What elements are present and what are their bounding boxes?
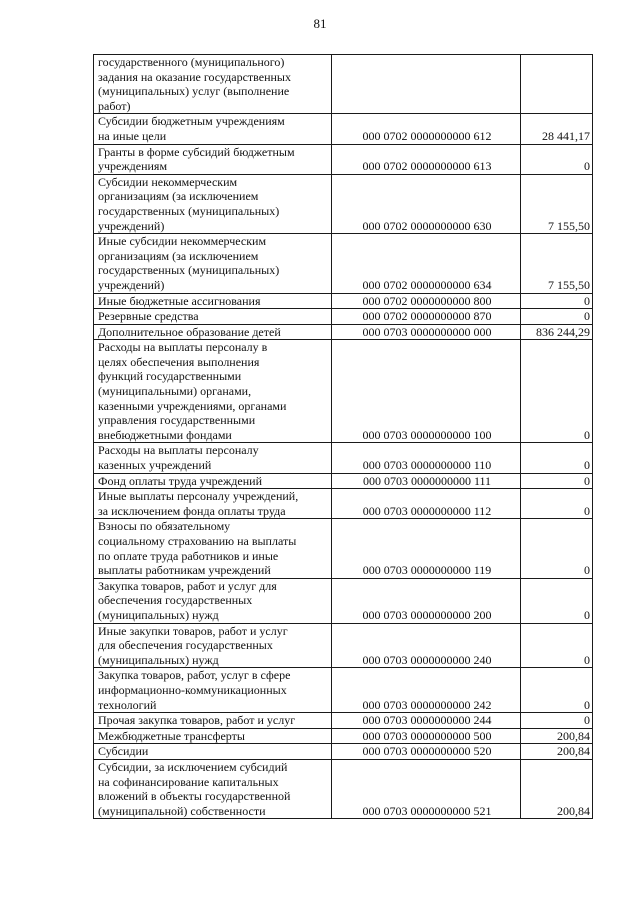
amount-cell: 0: [521, 473, 593, 489]
budget-code-cell: 000 0702 0000000000 870: [332, 309, 521, 325]
amount-cell: 836 244,29: [521, 324, 593, 340]
amount-cell: 0: [521, 340, 593, 443]
amount-cell: [521, 55, 593, 114]
expense-name-cell: Субсидии: [94, 744, 332, 760]
table-row: [94, 473, 593, 489]
amount-cell: 0: [521, 623, 593, 668]
table-row: [94, 489, 593, 519]
table-row: [94, 728, 593, 744]
budget-code-cell: 000 0703 0000000000 242: [332, 668, 521, 713]
amount-cell: 7 155,50: [521, 234, 593, 293]
amount-cell: 0: [521, 519, 593, 578]
expense-name-cell: Иные субсидии некоммерческим организациям (за исключением государственных (муниципальных) учреждений): [94, 234, 332, 293]
budget-code-cell: 000 0702 0000000000 630: [332, 174, 521, 233]
expense-name-cell: Расходы на выплаты персоналу казенных учреждений: [94, 443, 332, 473]
budget-code-cell: 000 0703 0000000000 240: [332, 623, 521, 668]
amount-cell: 0: [521, 489, 593, 519]
budget-code-cell: 000 0702 0000000000 613: [332, 144, 521, 174]
expense-name-cell: Иные выплаты персоналу учреждений, за исключением фонда оплаты труда: [94, 489, 332, 519]
budget-code-cell: 000 0703 0000000000 112: [332, 489, 521, 519]
budget-code-cell: 000 0703 0000000000 244: [332, 713, 521, 729]
expense-name-cell: Гранты в форме субсидий бюджетным учреждениям: [94, 144, 332, 174]
budget-code-cell: 000 0703 0000000000 520: [332, 744, 521, 760]
budget-code-cell: 000 0703 0000000000 119: [332, 519, 521, 578]
amount-cell: 0: [521, 144, 593, 174]
table-row: [94, 623, 593, 668]
table-row: [94, 340, 593, 443]
budget-code-cell: 000 0702 0000000000 800: [332, 293, 521, 309]
table-row: [94, 324, 593, 340]
budget-table: [93, 54, 593, 819]
table-row: [94, 234, 593, 293]
table-row: [94, 759, 593, 818]
amount-cell: 200,84: [521, 728, 593, 744]
expense-name-cell: Иные закупки товаров, работ и услуг для обеспечения государственных (муниципальных) нужд: [94, 623, 332, 668]
table-row: [94, 114, 593, 144]
expense-name-cell: государственного (муниципального) задания на оказание государственных (муниципальных) услуг (выполнение работ): [94, 55, 332, 114]
budget-code-cell: 000 0703 0000000000 111: [332, 473, 521, 489]
amount-cell: 0: [521, 578, 593, 623]
table-row: [94, 55, 593, 114]
table-row: [94, 744, 593, 760]
amount-cell: 0: [521, 668, 593, 713]
amount-cell: 0: [521, 443, 593, 473]
table-row: [94, 519, 593, 578]
expense-name-cell: Дополнительное образование детей: [94, 324, 332, 340]
expense-name-cell: Взносы по обязательному социальному страхованию на выплаты по оплате труда работников и иные выплаты работникам учреждений: [94, 519, 332, 578]
budget-code-cell: 000 0703 0000000000 000: [332, 324, 521, 340]
page-number: 81: [313, 16, 327, 31]
budget-code-cell: 000 0703 0000000000 500: [332, 728, 521, 744]
amount-cell: 28 441,17: [521, 114, 593, 144]
table-row: [94, 293, 593, 309]
expense-name-cell: Резервные средства: [94, 309, 332, 325]
expense-name-cell: Субсидии некоммерческим организациям (за исключением государственных (муниципальных) учреждений): [94, 174, 332, 233]
amount-cell: 0: [521, 309, 593, 325]
expense-name-cell: Субсидии, за исключением субсидий на софинансирование капитальных вложений в объекты государственной (муниципальной) собственности: [94, 759, 332, 818]
amount-cell: 200,84: [521, 744, 593, 760]
budget-code-cell: 000 0702 0000000000 634: [332, 234, 521, 293]
budget-code-cell: 000 0702 0000000000 612: [332, 114, 521, 144]
budget-code-cell: 000 0703 0000000000 110: [332, 443, 521, 473]
budget-code-cell: 000 0703 0000000000 521: [332, 759, 521, 818]
table-row: [94, 174, 593, 233]
expense-name-cell: Закупка товаров, работ и услуг для обеспечения государственных (муниципальных) нужд: [94, 578, 332, 623]
expense-name-cell: Субсидии бюджетным учреждениям на иные цели: [94, 114, 332, 144]
amount-cell: 0: [521, 293, 593, 309]
table-row: [94, 144, 593, 174]
expense-name-cell: Фонд оплаты труда учреждений: [94, 473, 332, 489]
expense-name-cell: Прочая закупка товаров, работ и услуг: [94, 713, 332, 729]
budget-code-cell: 000 0703 0000000000 200: [332, 578, 521, 623]
expense-name-cell: Расходы на выплаты персоналу в целях обеспечения выполнения функций государственными (муниципальными) органами, казенными учреждениями, органами управления государственными внебюджетными фондами: [94, 340, 332, 443]
table-row: [94, 713, 593, 729]
table-row: [94, 443, 593, 473]
amount-cell: 200,84: [521, 759, 593, 818]
budget-code-cell: [332, 55, 521, 114]
table-row: [94, 668, 593, 713]
expense-name-cell: Межбюджетные трансферты: [94, 728, 332, 744]
budget-code-cell: 000 0703 0000000000 100: [332, 340, 521, 443]
table-row: [94, 578, 593, 623]
expense-name-cell: Закупка товаров, работ, услуг в сфере информационно-коммуникационных технологий: [94, 668, 332, 713]
expense-name-cell: Иные бюджетные ассигнования: [94, 293, 332, 309]
amount-cell: 7 155,50: [521, 174, 593, 233]
amount-cell: 0: [521, 713, 593, 729]
table-row: [94, 309, 593, 325]
budget-table-body: [94, 55, 593, 819]
